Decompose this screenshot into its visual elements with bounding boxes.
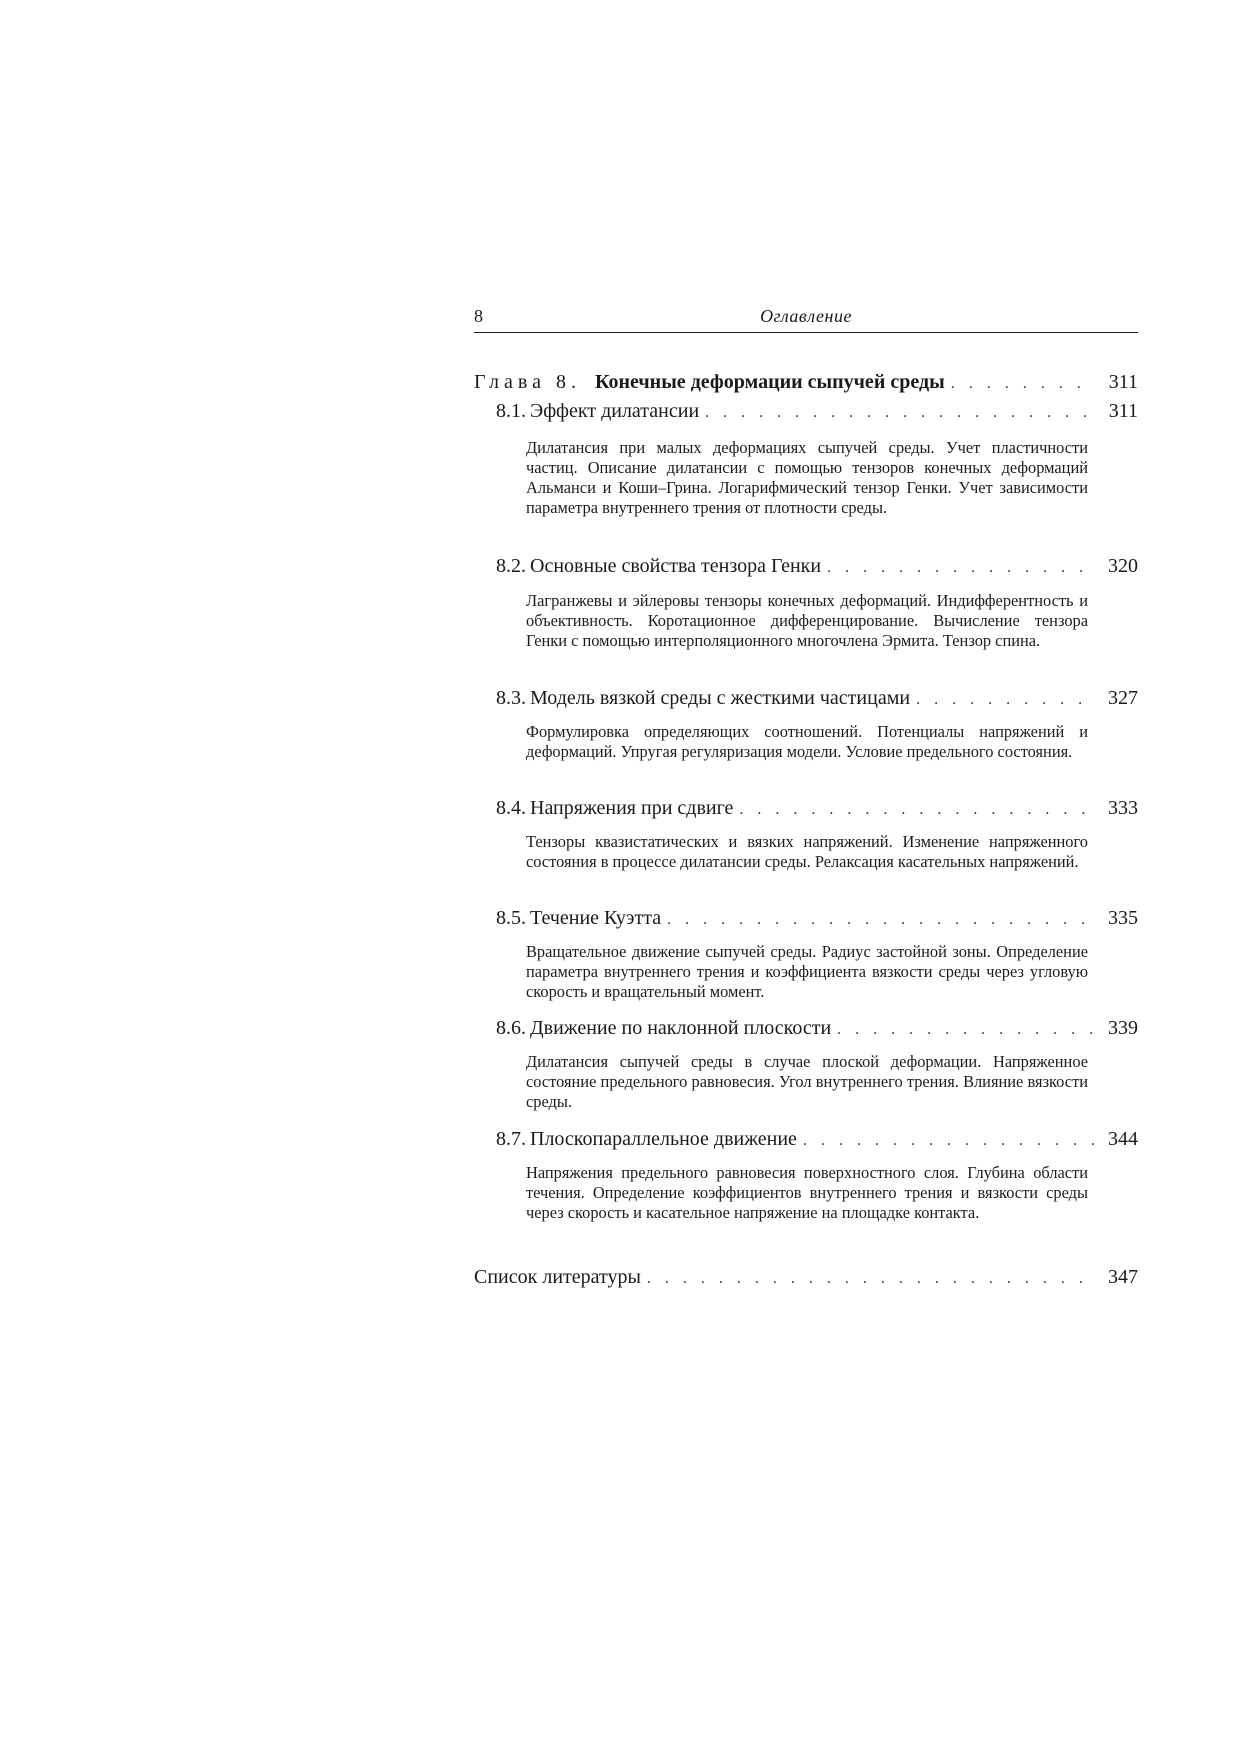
- section-page: 335: [1108, 907, 1138, 929]
- running-header: [474, 306, 1138, 333]
- section-description-8-7: Напряжения предельного равновесия поверхностного слоя. Глубина области течения. Определение коэффициентов внутреннего трения и вязкости среды через скорость и касательное напряжение на площадке контакта.: [526, 1163, 1088, 1222]
- section-description-8-2: Лагранжевы и эйлеровы тензоры конечных деформаций. Индифферентность и объективность. Коротационное дифференцирование. Вычисление тензора Генки с помощью интерполяционного многочлена Эрмита. Тензор спина.: [526, 591, 1088, 650]
- chapter-entry[interactable]: [474, 369, 1138, 395]
- section-page: 320: [1108, 555, 1138, 577]
- chapter-label: Глава 8.: [474, 371, 581, 393]
- toc-entry-8-3[interactable]: [474, 685, 1138, 711]
- section-page: 327: [1108, 687, 1138, 709]
- toc-entry-8-1[interactable]: [474, 398, 1138, 424]
- toc-entry-8-7[interactable]: [474, 1126, 1138, 1152]
- chapter-title: Конечные деформации сыпучей среды: [594, 371, 945, 393]
- chapter-page: 311: [1108, 371, 1138, 393]
- section-number: 8.7.: [496, 1128, 526, 1150]
- dot-leader: [647, 1266, 1094, 1292]
- section-page: 311: [1108, 400, 1138, 422]
- toc-entry-8-5[interactable]: [474, 905, 1138, 931]
- section-number: 8.2.: [496, 555, 526, 577]
- dot-leader: [667, 907, 1094, 933]
- bibliography-page: 347: [1108, 1266, 1138, 1288]
- section-page: 344: [1108, 1128, 1138, 1150]
- section-title: Эффект дилатансии: [530, 400, 700, 422]
- section-description-8-4: Тензоры квазистатических и вязких напряжений. Изменение напряженного состояния в процессе дилатансии среды. Релаксация касательных напряжений.: [526, 832, 1088, 871]
- section-title: Напряжения при сдвиге: [530, 797, 734, 819]
- section-page: 339: [1108, 1017, 1138, 1039]
- section-description-8-6: Дилатансия сыпучей среды в случае плоской деформации. Напряженное состояние предельного равновесия. Угол внутреннего трения. Влияние вязкости среды.: [526, 1052, 1088, 1111]
- section-page: 333: [1108, 797, 1138, 819]
- section-description-8-1: Дилатансия при малых деформациях сыпучей среды. Учет пластичности частиц. Описание дилатансии с помощью тензоров конечных деформаций Альманси и Коши–Грина. Логарифмический тензор Генки. Учет зависимости параметра внутреннего трения от плотности среды.: [526, 438, 1088, 517]
- section-title: Движение по наклонной плоскости: [530, 1017, 832, 1039]
- toc-page: [474, 0, 1138, 1755]
- page-number: 8: [474, 306, 483, 326]
- section-title: Течение Куэтта: [530, 907, 662, 929]
- toc-entry-8-6[interactable]: [474, 1015, 1138, 1041]
- section-number: 8.4.: [496, 797, 526, 819]
- running-title: Оглавление: [760, 306, 852, 326]
- dot-leader: [951, 371, 1094, 397]
- section-title: Плоскопараллельное движение: [530, 1128, 797, 1150]
- section-description-8-5: Вращательное движение сыпучей среды. Радиус застойной зоны. Определение параметра внутреннего трения и коэффициента вязкости среды через угловую скорость и вращательный момент.: [526, 942, 1088, 1001]
- section-title: Модель вязкой среды с жесткими частицами: [530, 687, 911, 709]
- dot-leader: [916, 687, 1094, 713]
- dot-leader: [705, 400, 1094, 426]
- section-number: 8.3.: [496, 687, 526, 709]
- dot-leader: [739, 797, 1094, 823]
- toc-entry-8-4[interactable]: [474, 795, 1138, 821]
- section-number: 8.5.: [496, 907, 526, 929]
- toc-entry-8-2[interactable]: [474, 553, 1138, 579]
- dot-leader: [827, 555, 1094, 581]
- section-number: 8.6.: [496, 1017, 526, 1039]
- toc-entry-bibliography[interactable]: [474, 1264, 1138, 1290]
- section-title: Основные свойства тензора Генки: [530, 555, 822, 577]
- bibliography-title: Список литературы: [474, 1266, 641, 1288]
- dot-leader: [803, 1128, 1094, 1154]
- section-description-8-3: Формулировка определяющих соотношений. Потенциалы напряжений и деформаций. Упругая регуляризация модели. Условие предельного состояния.: [526, 722, 1088, 761]
- section-number: 8.1.: [496, 400, 526, 422]
- dot-leader: [837, 1017, 1094, 1043]
